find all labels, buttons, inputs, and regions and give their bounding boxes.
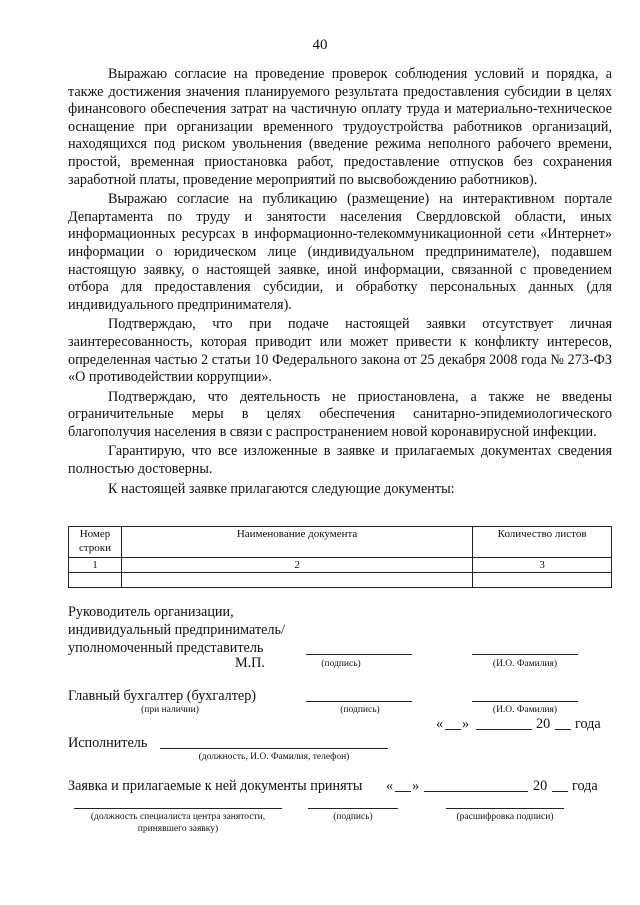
accountant-title: Главный бухгалтер (бухгалтер) — [68, 688, 257, 704]
specialist-caption-line2: принявшего заявку) — [137, 824, 219, 834]
paragraph-consent-inspections: Выражаю согласие на проведение проверок соблюдения условий и порядка, а также достижения значения планируемого результата предоставления субсидии в целях финансового обеспечения затрат на частичную оплату труда и материально-техническое оснащение при организации временного трудоустройства работников организаций, находящихся под риском увольнения (введение режима неполного рабочего времени, простой, временная приостановка работ, предоставление отпусков без сохранения заработной платы, проведение мероприятий по высвобождению работников). — [68, 66, 612, 188]
date-year-word: года — [575, 716, 601, 732]
paragraph-consent-publication: Выражаю согласие на публикацию (размещение) на интерактивном портале Департамента по труду и занятости населения Свердловской области, иных информационных ресурсах в информационно-телекоммуникационной сети «Интернет» информации о юридическом лице (индивидуальном предпринимателе), подавшем настоящую заявку, о настоящей заявке, иной информации, связанной с проведением отбора для предоставления субсидии, и обработку персональных данных (для индивидуального предпринимателя). — [68, 191, 612, 313]
specialist-signature-line — [308, 808, 398, 809]
date-year-prefix: 20 — [536, 716, 551, 732]
acceptance-month-line — [424, 791, 528, 792]
acceptance-year-prefix: 20 — [533, 778, 548, 794]
accountant-sign-caption: (подпись) — [340, 705, 380, 715]
date-year-line — [555, 729, 571, 730]
acceptance-quote-close: » — [412, 778, 420, 794]
table-cell: 1 — [69, 558, 122, 573]
head-sign-caption: (подпись) — [321, 659, 361, 669]
executor-label: Исполнитель — [68, 735, 148, 751]
table-row — [69, 558, 612, 573]
head-title-line2: индивидуальный предприниматель/ — [68, 622, 285, 638]
acceptance-label: Заявка и прилагаемые к ней документы приняты — [68, 778, 363, 794]
table-cell — [473, 573, 612, 588]
body-text — [68, 66, 612, 498]
table-cell: 2 — [121, 558, 472, 573]
paragraph-guarantee: Гарантирую, что все изложенные в заявке и прилагаемых документах сведения полностью достоверны. — [68, 443, 612, 478]
documents-table — [68, 526, 612, 588]
accountant-name-caption: (И.О. Фамилия) — [492, 705, 558, 715]
table-row — [69, 573, 612, 588]
table-header-row — [69, 527, 612, 558]
executor-caption: (должность, И.О. Фамилия, телефон) — [198, 752, 350, 762]
acceptance-day-line — [395, 791, 411, 792]
date-month-line — [476, 729, 532, 730]
if-any-caption: (при наличии) — [141, 705, 199, 715]
specialist-sign-caption: (подпись) — [333, 812, 373, 822]
specialist-position-line — [74, 808, 282, 809]
header-document-name: Наименование документа — [121, 527, 472, 558]
date-quote-open: « — [436, 716, 444, 732]
specialist-decode-line — [446, 808, 564, 809]
page-number: 40 — [312, 37, 328, 53]
acceptance-year-word: года — [572, 778, 598, 794]
table-cell — [121, 573, 472, 588]
table-cell — [69, 573, 122, 588]
head-name-line — [472, 654, 578, 655]
specialist-decode-caption: (расшифровка подписи) — [456, 812, 554, 822]
specialist-caption-line1: (должность специалиста центра занятости, — [90, 812, 266, 822]
head-name-caption: (И.О. Фамилия) — [492, 659, 558, 669]
header-row-number: Номер строки — [69, 527, 122, 558]
header-sheet-count: Количество листов — [473, 527, 612, 558]
table-cell: 3 — [473, 558, 612, 573]
head-signature-line — [306, 654, 412, 655]
head-title-line1: Руководитель организации, — [68, 604, 234, 620]
accountant-name-line — [472, 701, 578, 702]
stamp-place: М.П. — [235, 655, 265, 671]
paragraph-activity-not-suspended: Подтверждаю, что деятельность не приостановлена, а также не введены ограничительные меры в целях обеспечения санитарно-эпидемиологического благополучия населения в связи с распространением новой коронавирусной инфекции. — [68, 388, 612, 440]
head-title-line3: уполномоченный представитель — [68, 640, 264, 656]
paragraph-attachments-intro: К настоящей заявке прилагаются следующие документы: — [108, 480, 455, 497]
accountant-signature-line — [306, 701, 412, 702]
paragraph-no-conflict: Подтверждаю, что при подаче настоящей заявки отсутствует личная заинтересованность, которая приводит или может привести к конфликту интересов, определенная частью 2 статьи 10 Федерального закона от 25 декабря 2008 года № 273-ФЗ «О противодействии коррупции». — [68, 316, 612, 386]
acceptance-quote-open: « — [386, 778, 394, 794]
date-quote-close: » — [462, 716, 470, 732]
executor-line — [160, 748, 388, 749]
date-day-line — [445, 729, 461, 730]
acceptance-year-line — [552, 791, 568, 792]
